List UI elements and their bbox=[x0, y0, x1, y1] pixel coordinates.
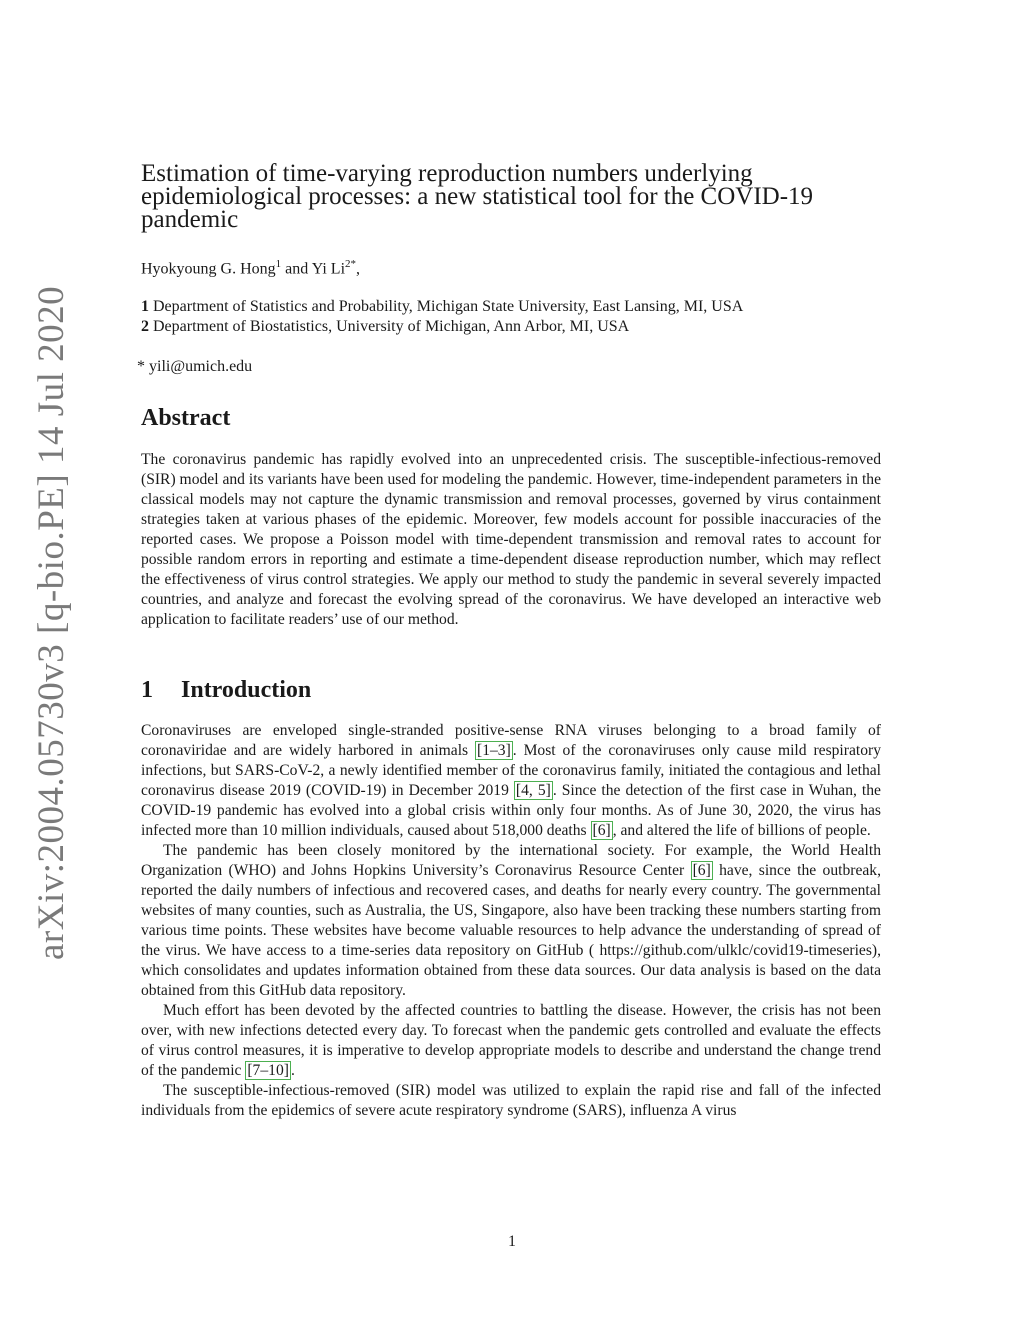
text-run: Much effort has been devoted by the affected countries to battling the disease. However, the crisis has not been over, with new infections detected every day. To forecast when the pandemic gets controlled and evaluate the effects of virus control measures, it is imperative to develop appropriate models to describe and understand the change trend of the pandemic bbox=[141, 1002, 881, 1079]
author-line bbox=[141, 258, 360, 278]
affiliation-number: 2 bbox=[141, 318, 149, 335]
paper-title: Estimation of time-varying reproduction numbers underlying epidemiological processes: a new statistical tool for the COVID-19 pandemic bbox=[141, 160, 814, 233]
citation-link[interactable]: [6] bbox=[692, 862, 711, 879]
intro-paragraph-3 bbox=[141, 1001, 881, 1081]
text-run: The pandemic has been closely monitored by the international society. For example, the World Health Organization (WHO) and Johns Hopkins University’s Coronavirus Resource Center bbox=[141, 842, 881, 879]
text-run: . Most of the coronaviruses only cause mild respiratory infections, but SARS-CoV-2, a newly identified member of the coronavirus family, initiated the contagious and lethal coronavirus disease 2019 (COVID-19) in December 2019 bbox=[141, 742, 881, 799]
intro-paragraph-1 bbox=[141, 721, 881, 841]
section-title: Introduction bbox=[181, 677, 312, 703]
citation-link[interactable]: [7–10] bbox=[247, 1062, 289, 1079]
text-run: , and altered the life of billions of people. bbox=[612, 822, 871, 839]
affiliation-number: 1 bbox=[141, 298, 149, 315]
citation-link[interactable]: [4, 5] bbox=[515, 782, 551, 799]
introduction-heading bbox=[141, 677, 311, 704]
page-number: 1 bbox=[508, 1233, 516, 1250]
abstract-body bbox=[141, 450, 881, 630]
citation-link[interactable]: [6] bbox=[592, 822, 611, 839]
abstract-paragraph: The coronavirus pandemic has rapidly evolved into an unprecedented crisis. The susceptible-infectious-removed (SIR) model and its variants have been used for modeling the pandemic. However, time-independent parameters in the classical models may not capture the dynamic transmission and removal processes, governed by virus containment strategies taken at various phases of the epidemic. Moreover, few models account for possible inaccuracies of the reported cases. We propose a Poisson model with time-dependent transmission and removal rates to account for possible random errors in reporting and estimate a time-dependent disease reproduction number, which may reflect the effectiveness of virus control strategies. We apply our method to study the pandemic in several severely impacted countries, and analyze and forecast the evolving spread of the coronavirus. We have developed an interactive web application to facilitate readers’ use of our method. bbox=[141, 451, 881, 628]
section-number: 1 bbox=[141, 677, 153, 703]
author-conjunction: and bbox=[281, 260, 312, 278]
author-name: Hyokyoung G. Hong bbox=[141, 260, 276, 278]
affiliation-2 bbox=[141, 318, 881, 336]
arxiv-identifier: arXiv:2004.05730v3 [q-bio.PE] 14 Jul 2020 bbox=[31, 285, 72, 960]
affiliation-text: Department of Statistics and Probability, Michigan State University, East Lansing, MI, USA bbox=[153, 298, 744, 315]
author-affiliation-mark: 2* bbox=[345, 258, 357, 270]
author-trailing-punct: , bbox=[356, 260, 361, 278]
text-run: Coronaviruses are enveloped single-stranded positive-sense RNA viruses belonging to a broad family of coronaviridae and are widely harbored in animals bbox=[141, 722, 881, 759]
author-affiliation-mark: 1 bbox=[275, 258, 282, 270]
affiliation-1 bbox=[141, 298, 881, 316]
corresponding-email: * yili@umich.edu bbox=[137, 358, 253, 375]
text-run: have, since the outbreak, reported the daily numbers of infectious and recovered cases, and deaths for nearly every country. The governmental websites of many counties, such as Australia, the US, Singapore, also have been tracking these numbers starting from various time points. These websites have become valuable resources to help advance the understanding of spread of the virus. We have access to a time-series data repository on GitHub ( https://github.com/ulklc/covid19-timeseries), which consolidates and updates information obtained from these data sources. Our data analysis is based on the data obtained from this GitHub data repository. bbox=[141, 862, 881, 999]
abstract-heading: Abstract bbox=[141, 405, 231, 431]
introduction-body bbox=[141, 721, 881, 1121]
author-name: Yi Li bbox=[311, 260, 346, 278]
text-run: . Since the detection of the first case in Wuhan, the COVID-19 pandemic has evolved into a global crisis within only four months. As of June 30, 2020, the virus has infected more than 10 million individuals, caused about 518,000 deaths bbox=[141, 782, 881, 839]
affiliation-text: Department of Biostatistics, University of Michigan, Ann Arbor, MI, USA bbox=[153, 318, 630, 335]
intro-paragraph-4 bbox=[141, 1081, 881, 1121]
text-run: The susceptible-infectious-removed (SIR) model was utilized to explain the rapid rise and fall of the infected individuals from the epidemics of severe acute respiratory syndrome (SARS), influenza A virus bbox=[141, 1082, 881, 1119]
citation-link[interactable]: [1–3] bbox=[477, 742, 511, 759]
text-run: . bbox=[290, 1062, 295, 1079]
intro-paragraph-2 bbox=[141, 841, 881, 1001]
